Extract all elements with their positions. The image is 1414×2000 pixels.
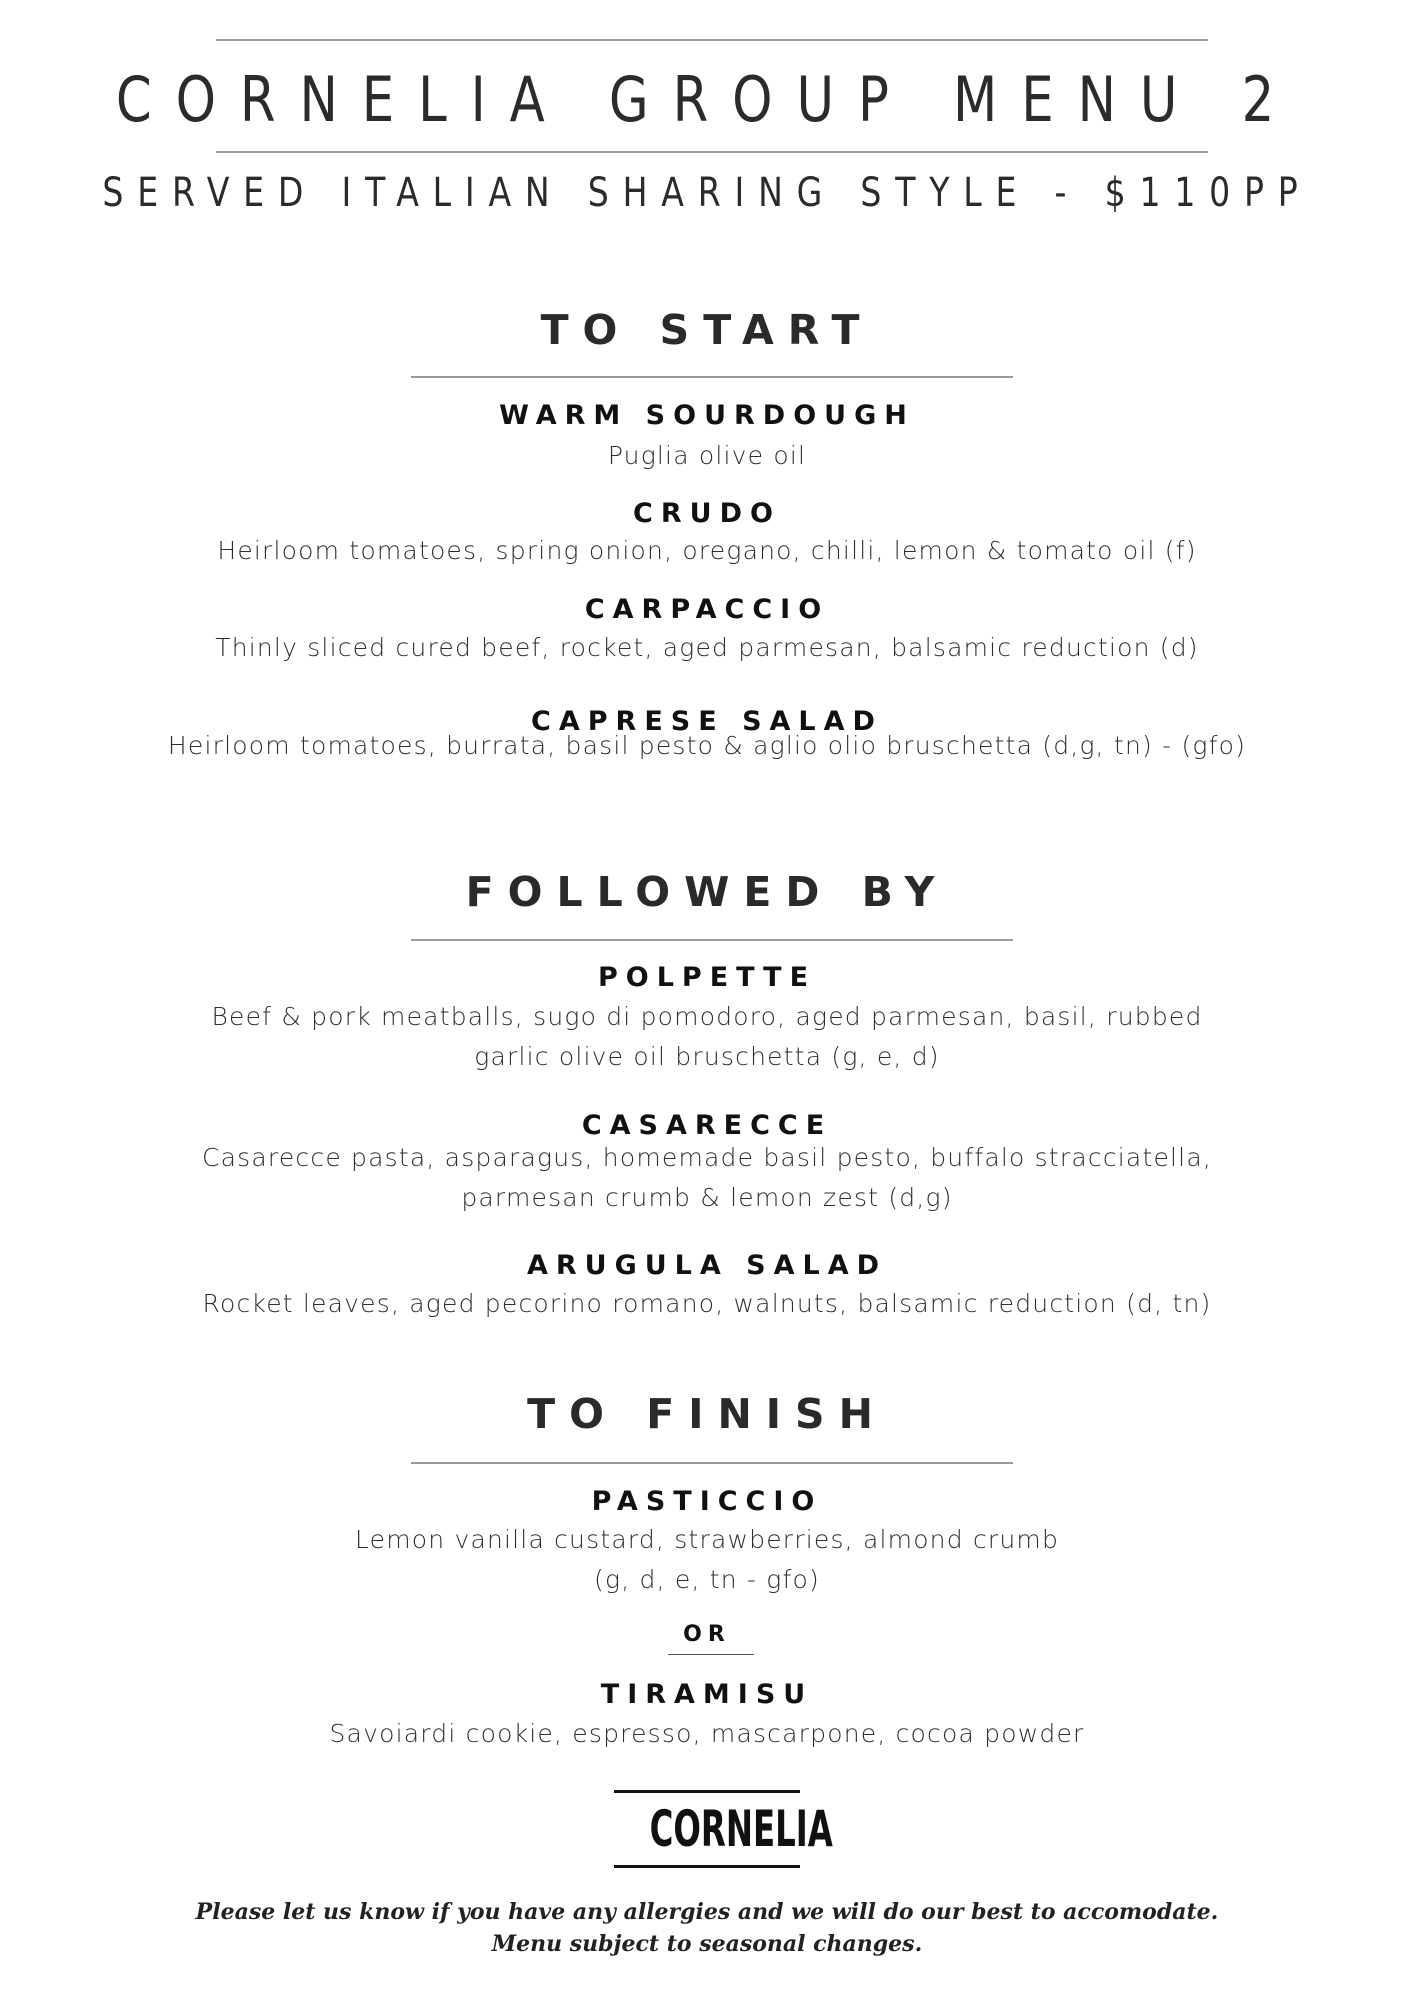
section-rule-to-start [411, 376, 1013, 378]
section-rule-followed-by [411, 939, 1013, 941]
item-description-polpette-line1: Beef & pork meatballs, sugo di pomodoro, aged parmesan, basil, rubbed [211, 1002, 1203, 1031]
menu-subtitle: SERVED ITALIAN SHARING STYLE - $110PP [102, 170, 1312, 216]
item-name-crudo: CRUDO [633, 498, 781, 529]
section-rule-to-finish [411, 1462, 1013, 1464]
item-description-pasticcio-line2: (g, d, e, tn - gfo) [594, 1565, 820, 1594]
item-description-caprese-salad: Heirloom tomatoes, burrata, basil pesto & aglio olio bruschetta (d,g, tn) - (gfo) [167, 731, 1247, 760]
item-name-warm-sourdough: WARM SOURDOUGH [499, 400, 915, 431]
item-name-carpaccio: CARPACCIO [584, 594, 830, 625]
item-description-carpaccio: Thinly sliced cured beef, rocket, aged parmesan, balsamic reduction (d) [215, 633, 1199, 662]
item-description-polpette-line2: garlic olive oil bruschetta (g, e, d) [474, 1042, 940, 1071]
or-separator: OR [683, 1622, 731, 1647]
header-bottom-rule [216, 151, 1208, 153]
header-top-rule [216, 39, 1208, 41]
item-name-pasticcio: PASTICCIO [591, 1486, 823, 1517]
menu-title: CORNELIA GROUP MENU 2 [115, 63, 1299, 136]
item-description-tiramisu: Savoiardi cookie, espresso, mascarpone, cocoa powder [329, 1719, 1085, 1748]
item-description-casarecce-line2: parmesan crumb & lemon zest (d,g) [461, 1183, 953, 1212]
item-name-polpette: POLPETTE [597, 962, 817, 993]
item-description-pasticcio-line1: Lemon vanilla custard, strawberries, almond crumb [354, 1525, 1060, 1554]
item-name-arugula-salad: ARUGULA SALAD [526, 1250, 888, 1281]
item-description-arugula-salad: Rocket leaves, aged pecorino romano, walnuts, balsamic reduction (d, tn) [202, 1289, 1212, 1318]
cornelia-logo [614, 1790, 833, 1868]
footer-allergy-note: Please let us know if you have any allergies and we will do our best to accomodate. [195, 1899, 1219, 1925]
logo-wordmark: CORNELIA [649, 1800, 833, 1858]
item-description-warm-sourdough: Puglia olive oil [607, 441, 807, 470]
item-description-crudo: Heirloom tomatoes, spring onion, oregano, chilli, lemon & tomato oil (f) [217, 536, 1197, 565]
item-name-caprese-salad: CAPRESE SALAD [531, 706, 883, 737]
item-name-tiramisu: TIRAMISU [600, 1679, 814, 1710]
item-name-casarecce: CASARECCE [581, 1110, 833, 1141]
section-heading-to-finish: TO FINISH [527, 1390, 887, 1438]
section-heading-followed-by: FOLLOWED BY [465, 868, 949, 916]
footer-seasonal-note: Menu subject to seasonal changes. [491, 1931, 923, 1957]
section-heading-to-start: TO START [540, 306, 874, 354]
item-description-casarecce-line1: Casarecce pasta, asparagus, homemade basil pesto, buffalo stracciatella, [202, 1143, 1212, 1172]
or-underline [668, 1654, 754, 1655]
